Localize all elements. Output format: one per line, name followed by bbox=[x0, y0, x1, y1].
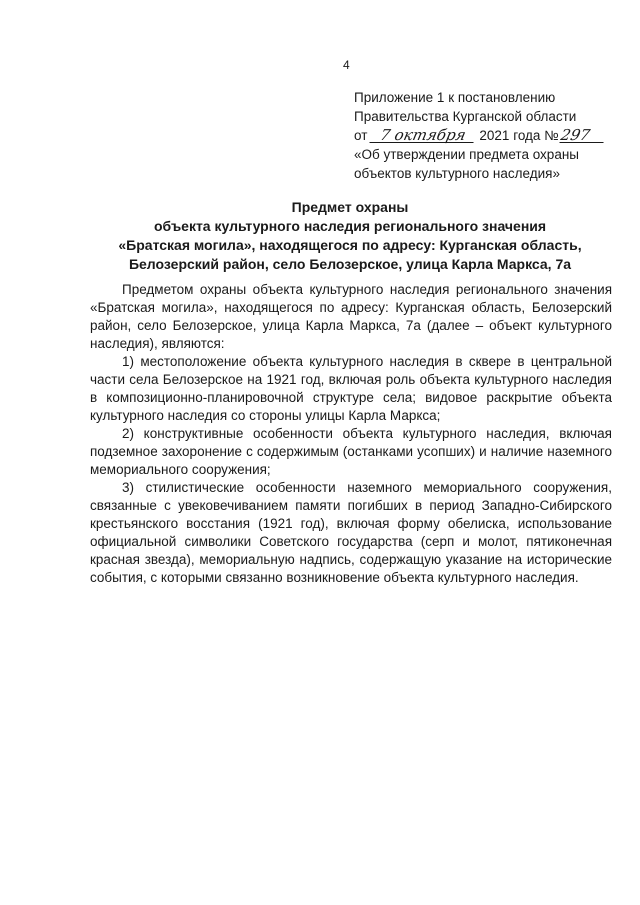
item-3-paragraph: 3) стилистические особенности наземного мемориального сооружения, связанные с увековечиванием памяти погибших в период Западно-Сибирского крестьянского восстания (1921 год), включая форму обелиска, использование официальной символики Советского государства (серп и молот, пятиконечная красная звезда), мемориальную надпись, содержащую указание на исторические события, с которыми связанно возникновение объекта культурного наследия. bbox=[90, 480, 612, 585]
appendix-subject-line-1: «Об утверждении предмета охраны bbox=[354, 147, 579, 162]
page-number: 4 bbox=[343, 58, 350, 72]
appendix-subject-line-2: объектов культурного наследия» bbox=[354, 166, 560, 181]
year-label: 2021 года № bbox=[479, 128, 559, 143]
title-line-2: объекта культурного наследия регионального значения bbox=[153, 218, 547, 234]
title-line-4: Белозерский район, село Белозерское, улица Карла Маркса, 7а bbox=[128, 256, 572, 272]
handwritten-number: 297 bbox=[559, 128, 606, 143]
document-title bbox=[90, 198, 610, 274]
intro-paragraph: Предметом охраны объекта культурного наследия регионального значения «Братская могила», находящегося по адресу: Курганская область, Белозерский район, село Белозерское, улица Карла Маркса, 7а (далее – объект культурного наследия), являются: bbox=[90, 282, 612, 351]
appendix-date-line bbox=[354, 126, 624, 145]
appendix-line-1: Приложение 1 к постановлению bbox=[354, 90, 556, 105]
document-body bbox=[90, 281, 612, 587]
item-1-paragraph: 1) местоположение объекта культурного наследия в сквере в центральной части села Белозерское на 1921 год, включая роль объекта культурного наследия в композиционно-планировочной структуре села; видовое раскрытие объекта культурного наследия со стороны улицы Карла Маркса; bbox=[90, 354, 612, 423]
appendix-line-2: Правительства Курганской области bbox=[354, 109, 577, 124]
appendix-header bbox=[354, 88, 624, 183]
handwritten-date: 7 октября bbox=[370, 128, 477, 143]
from-label: от bbox=[354, 128, 368, 143]
title-line-3: «Братская могила», находящегося по адресу: Курганская область, bbox=[118, 237, 582, 253]
title-line-1: Предмет охраны bbox=[291, 199, 409, 215]
item-2-paragraph: 2) конструктивные особенности объекта культурного наследия, включая подземное захоронение с содержимым (останками усопших) и наличие наземного мемориального сооружения; bbox=[90, 426, 612, 477]
